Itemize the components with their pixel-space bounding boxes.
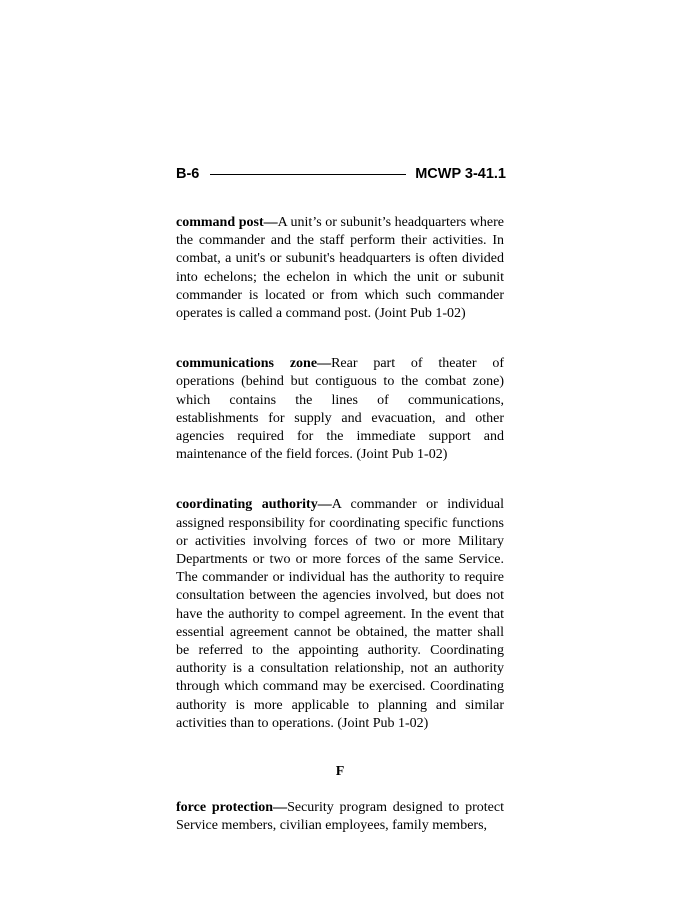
glossary-entry-command-post: [176, 214, 504, 323]
glossary-entry-force-protection: [176, 799, 504, 835]
em-dash: —: [273, 800, 288, 816]
glossary-entry-coordinating-authority: [176, 496, 504, 733]
page-number: B-6: [176, 166, 200, 182]
em-dash: —: [317, 356, 332, 372]
publication-id: MCWP 3-41.1: [415, 166, 506, 182]
entry-definition: A commander or individual assigned responsibility for coordinating specific functions or activities involving forces of two or more Military Departments or two or more forces of the same Service. The commander or individual has the authority to require consultation between the agencies involved, but does not have the authority to compel agreement. In the event that essential agreement cannot be obtained, the matter shall be referred to the appointing authority. Coordinating authority is a consultation relationship, not an authority through which command may be exercised. Coordinating authority is more applicable to planning and similar activities than to operations. (Joint Pub 1-02): [176, 497, 505, 731]
entry-term: force protection: [176, 800, 274, 816]
glossary-content: [176, 214, 504, 836]
entry-term: communications zone: [176, 356, 318, 372]
em-dash: —: [317, 497, 332, 513]
entry-definition: Security program designed to protect Service members, civilian employees, family members,: [176, 800, 504, 834]
entry-definition: Rear part of theater of operations (behind but contiguous to the combat zone) which contains the lines of communications, establishments for supply and evacuation, and other agencies required for the immediate support and maintenance of the field forces. (Joint Pub 1-02): [176, 356, 505, 463]
entry-term: command post: [176, 215, 264, 230]
page-header: [176, 164, 506, 184]
glossary-entry-communications-zone: [176, 355, 504, 464]
header-rule: [210, 174, 406, 175]
section-heading-letter: F: [335, 764, 345, 780]
entry-term: coordinating authority: [176, 497, 318, 513]
em-dash: —: [263, 215, 278, 230]
entry-definition: A unit’s or subunit’s headquarters where the commander and the staff perform their activities. In combat, a unit's or subunit's headquarters is often divided into echelons; the echelon in which the unit or subunit commander is located or from which such commander operates is called a command post. (Joint Pub 1-02): [176, 215, 504, 322]
